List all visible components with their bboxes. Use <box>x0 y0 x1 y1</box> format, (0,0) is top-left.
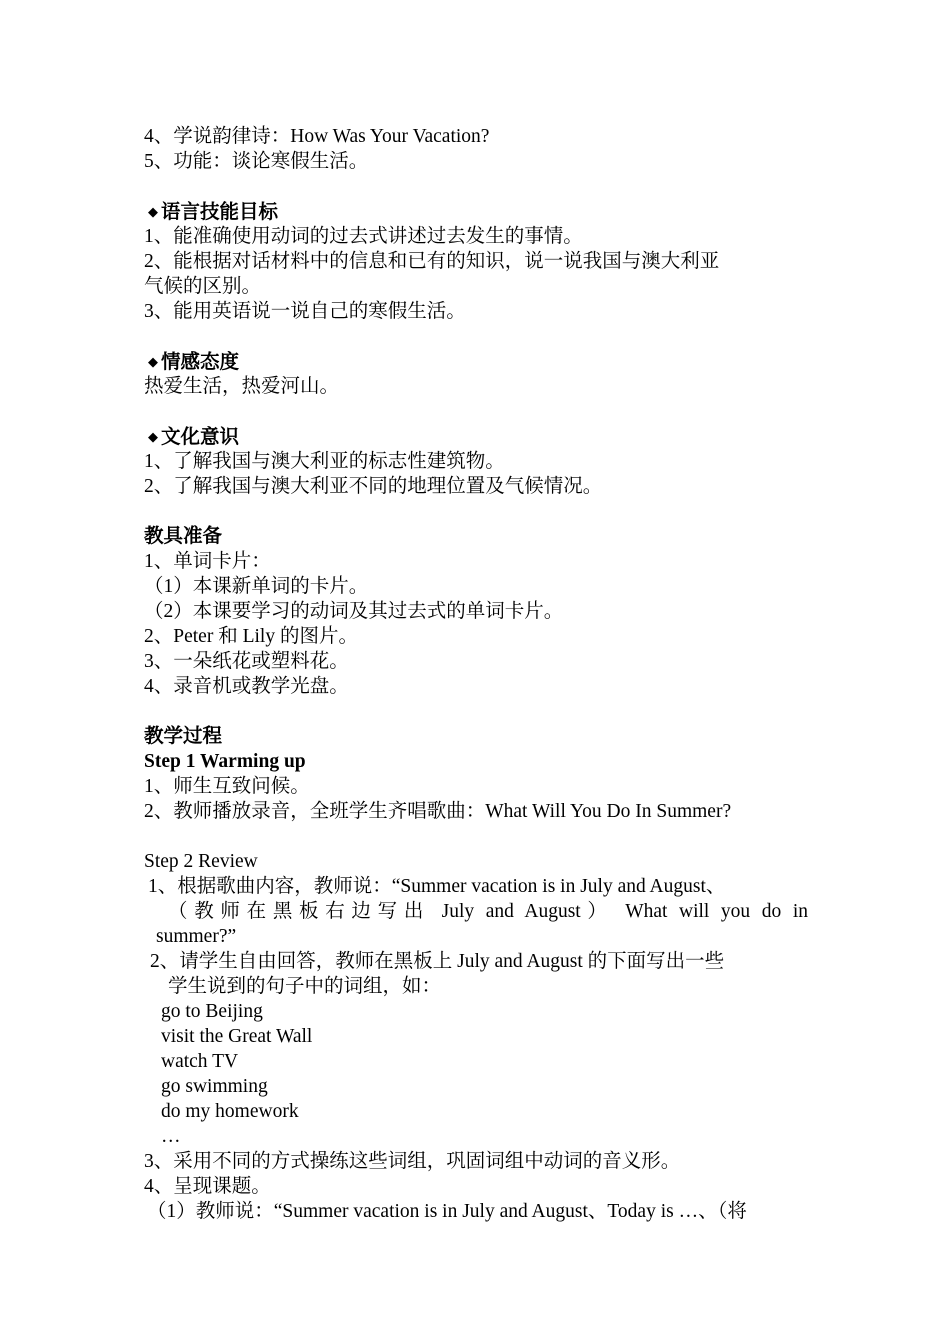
materials-heading: 教具准备 <box>144 526 223 547</box>
emotion-title: 情感态度 <box>161 352 240 373</box>
phrase-item: visit the Great Wall <box>161 1026 313 1047</box>
step1-item-2: 2、教师播放录音，全班学生齐唱歌曲：What Will You Do In Summer? <box>144 801 732 822</box>
step2-p4-sub: （1）教师说：“Summer vacation is in July and August、Today is …、（将 <box>147 1201 747 1222</box>
objective-item-5: 5、功能：谈论寒假生活。 <box>144 151 369 172</box>
language-skills-title: 语言技能目标 <box>161 202 279 223</box>
materials-item-4: 4、录音机或教学光盘。 <box>144 676 349 697</box>
skill-item-1: 1、能准确使用动词的过去式讲述过去发生的事情。 <box>144 226 583 247</box>
phrase-ellipsis: … <box>161 1126 181 1147</box>
materials-sub-item-1: （1）本课新单词的卡片。 <box>144 576 369 597</box>
phrase-item: do my homework <box>161 1101 299 1122</box>
step2-p4: 4、呈现课题。 <box>144 1176 271 1197</box>
step2-p3: 3、采用不同的方式操练这些词组，巩固词组中动词的音义形。 <box>144 1151 681 1172</box>
document-page <box>144 124 808 1224</box>
culture-heading <box>144 424 808 449</box>
materials-sub-item-2: （2）本课要学习的动词及其过去式的单词卡片。 <box>144 601 564 622</box>
step1-item-1: 1、师生互致问候。 <box>144 776 310 797</box>
skill-item-3: 3、能用英语说一说自己的寒假生活。 <box>144 301 466 322</box>
step1-title: Step 1 Warming up <box>144 751 306 772</box>
emotion-text: 热爱生活，热爱河山。 <box>144 376 340 397</box>
step2-p1-line3: summer?” <box>156 926 237 947</box>
culture-item-1: 1、了解我国与澳大利亚的标志性建筑物。 <box>144 451 505 472</box>
step2-p2-line1: 2、请学生自由回答，教师在黑板上 July and August 的下面写出一些 <box>150 951 725 972</box>
culture-title: 文化意识 <box>161 427 240 448</box>
diamond-bullet-icon: ◆ <box>148 429 158 444</box>
step2-title: Step 2 Review <box>144 851 258 872</box>
materials-item-1: 1、单词卡片： <box>144 551 271 572</box>
process-heading: 教学过程 <box>144 726 223 747</box>
culture-item-2: 2、了解我国与澳大利亚不同的地理位置及气候情况。 <box>144 476 603 497</box>
step2-p2-line2: 学生说到的句子中的词组，如： <box>168 976 442 997</box>
diamond-bullet-icon: ◆ <box>148 204 158 219</box>
diamond-bullet-icon: ◆ <box>148 354 158 369</box>
materials-item-2: 2、Peter 和 Lily 的图片。 <box>144 626 358 647</box>
step2-p1-line2: （教师在黑板右边写出 July and August） What will you do in <box>168 901 808 922</box>
step2-p1-line1: 1、根据歌曲内容，教师说：“Summer vacation is in July and August、 <box>148 876 726 897</box>
emotion-heading <box>144 349 808 374</box>
materials-item-3: 3、一朵纸花或塑料花。 <box>144 651 349 672</box>
skill-item-2: 2、能根据对话材料中的信息和已有的知识，说一说我国与澳大利亚 <box>144 251 720 272</box>
phrase-item: go to Beijing <box>161 1001 263 1022</box>
objective-item-4: 4、学说韵律诗：How Was Your Vacation? <box>144 126 490 147</box>
phrase-item: go swimming <box>161 1076 268 1097</box>
skill-item-2-cont: 气候的区别。 <box>144 276 262 297</box>
phrase-item: watch TV <box>161 1051 239 1072</box>
language-skills-heading <box>144 199 808 224</box>
